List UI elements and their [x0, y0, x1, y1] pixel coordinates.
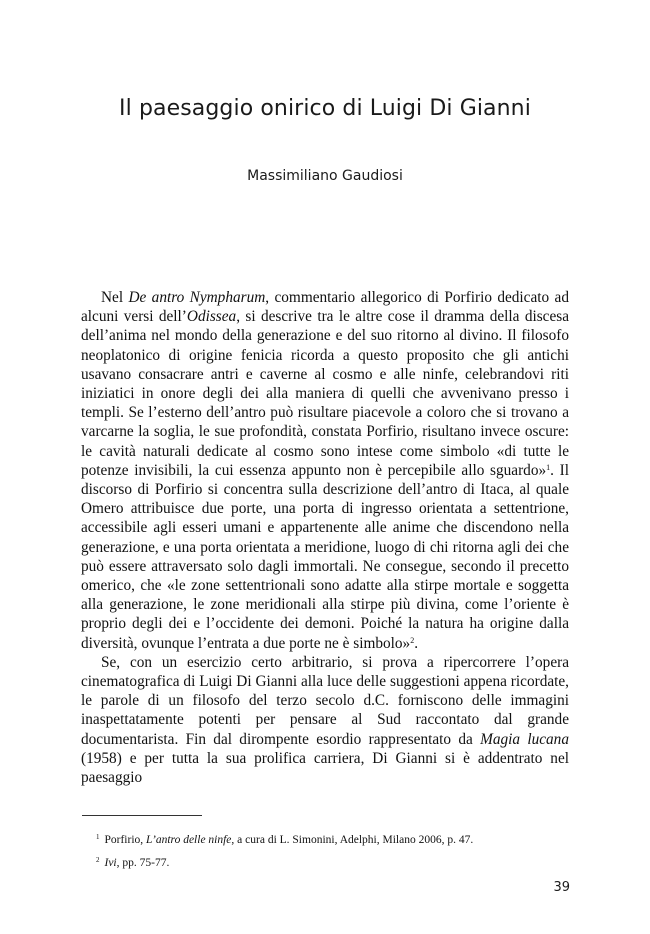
footnote-ref-2[interactable]: 2: [410, 635, 415, 645]
footnote-text: , a cura di L. Simonini, Adelphi, Milano 2006, p. 47.: [231, 834, 474, 846]
footnote-text: Porfirio,: [104, 834, 147, 846]
p2-text-a: Se, con un esercizio certo arbitrario, si prova a ripercorrere l’opera cinematografica di Luigi Di Gianni alla luce delle suggestioni appena ricordate, le parole di un filosofo del terzo secolo d.C. forniscono delle immagini inaspettatamente potenti per pensare al Sud raccontato dal grande documentarista. Fin dal dirompente esordio rappresentato da: [81, 653, 569, 748]
footnote-number: 1: [96, 833, 100, 841]
chapter-title: Il paesaggio onirico di Luigi Di Gianni: [119, 96, 531, 121]
p1-text-c: . Il discorso di Porfirio si concentra sulla descrizione dell’antro di Itaca, al quale Omero attribuisce due porte, una porta di ingresso orientata a settentrione, accessibile agli esseri umani e appartenente alle anime che discendono nella generazione, e una porta orientata a meridione, luogo di chi ritorna agli dei che può essere attraversato solo dagli immortali. Ne consegue, secondo il precetto omerico, che «le zone settentrionali sono adatte alla stirpe mortale e soggetta alla generazione, le zone meridionali alla stirpe più divina, come l’oriente è proprio degli dei e l’occidente dei demoni. Poiché la natura ha origine dalla diversità, ovunque l’entrata a due porte ne è simbolo»: [81, 461, 570, 652]
p1-work-title: De antro Nympharum: [128, 289, 266, 306]
p1-intro: Nel: [101, 289, 129, 306]
footnotes: [96, 827, 566, 873]
footnote-number: 2: [96, 856, 100, 864]
p1-text-d: .: [414, 634, 419, 652]
body-text: [81, 288, 569, 787]
footnote-italic: L’antro delle ninfe: [146, 834, 232, 846]
footnote-1: [96, 827, 566, 850]
p1-text-a: , commentario allegorico di Porfirio dedicato ad alcuni versi dell’: [81, 289, 569, 326]
p2-text-b: (1958) e per tutta la sua prolifica carriera, Di Gianni si è addentrato nel paesaggio: [81, 749, 569, 787]
page-number: 39: [553, 880, 570, 895]
footnote-italic: Ivi: [104, 857, 117, 869]
paragraph-2: [81, 653, 569, 787]
footnote-separator: [82, 815, 202, 816]
footnote-ref-1[interactable]: 1: [546, 462, 551, 472]
footnote-2: [96, 850, 566, 873]
author-name: Massimiliano Gaudiosi: [247, 168, 403, 184]
footnote-text: , pp. 75-77.: [116, 857, 170, 869]
p1-text-b: , si descrive tra le altre cose il dramma della discesa dell’anima nel mondo della generazione e del suo ritorno al divino. Il filosofo neoplatonico di origine fenicia ricorda a questo proposito che gli antichi usavano consacrare antri e caverne al cosmo e alle ninfe, celebrandovi riti iniziatici in onore degli dei alla maniera di quelli che avvenivano presso i templi. Se l’esterno dell’antro può risultare piacevole a coloro che si trovano a varcarne la soglia, le sue profondità, constata Porfirio, risultano invece oscure: le cavità naturali dedicate al cosmo sono intese come simbolo «di tutte le potenze invisibili, la cui essenza appunto non è percepibile allo sguardo»: [81, 308, 569, 479]
paragraph-1: [81, 288, 569, 653]
p1-odyssey: Odissea: [186, 308, 237, 326]
p2-film-title: Magia lucana: [480, 730, 569, 748]
